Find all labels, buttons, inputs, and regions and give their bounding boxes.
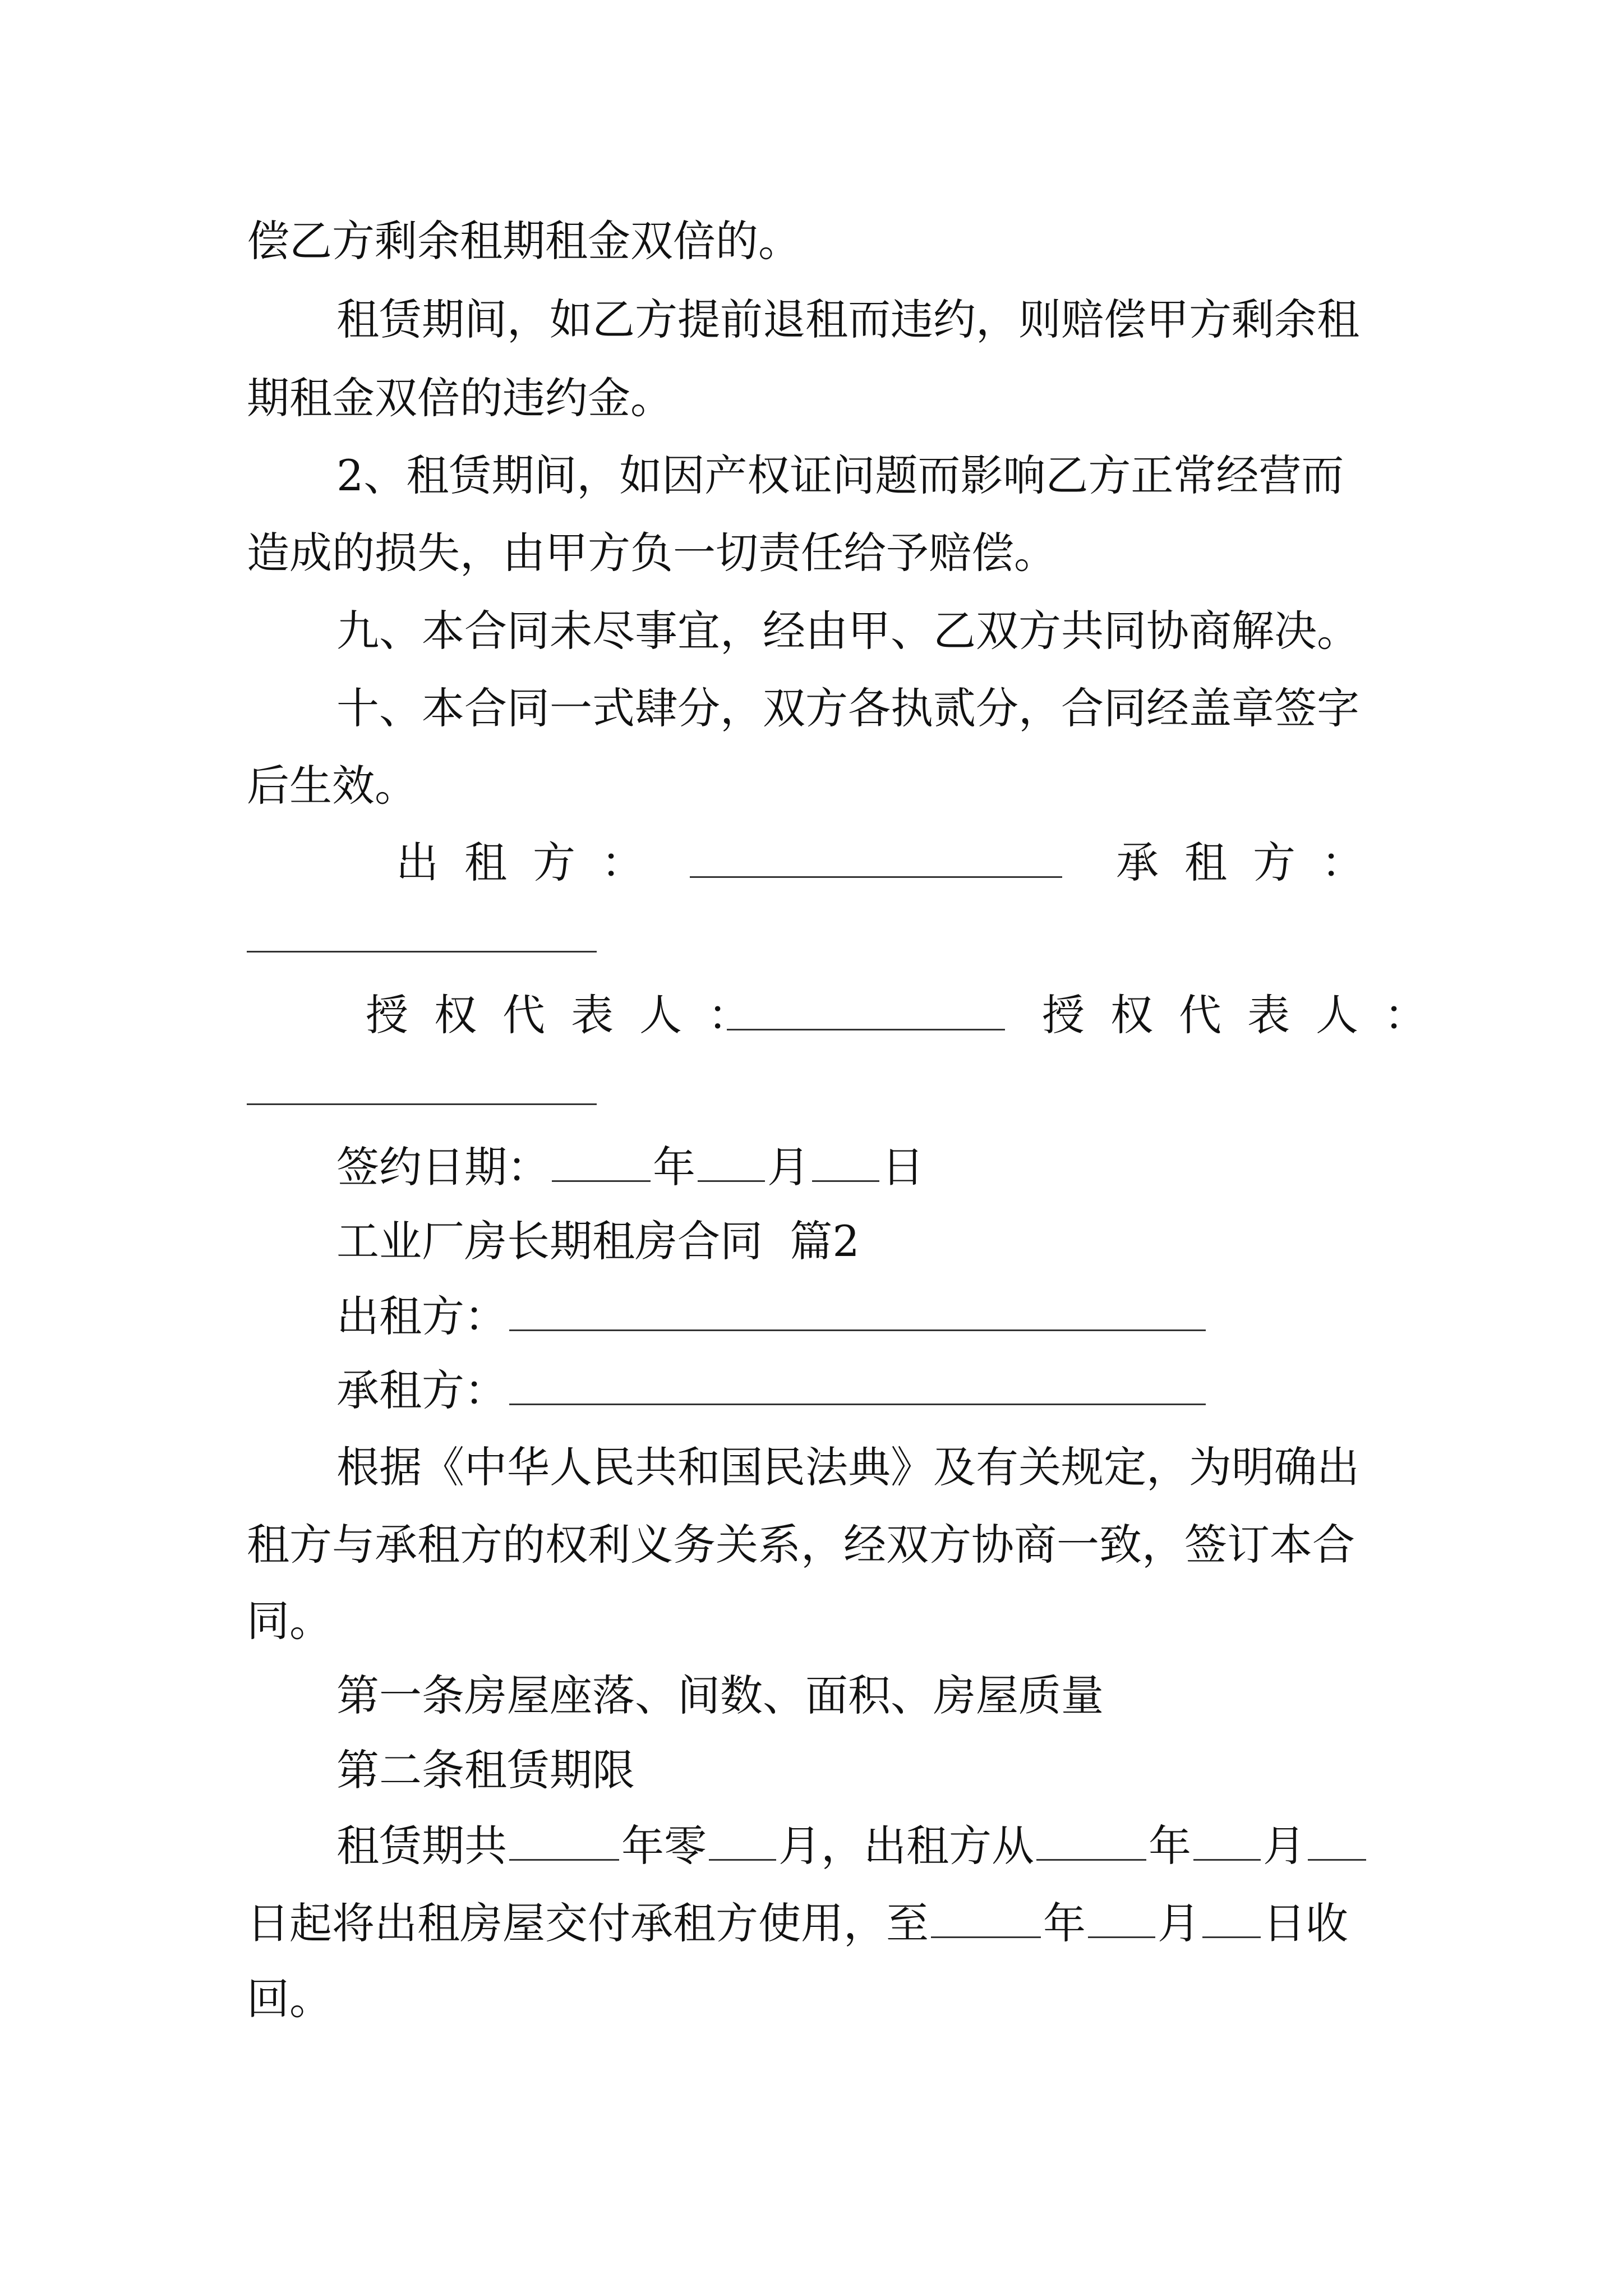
- blank-field: [709, 1824, 776, 1861]
- year-unit: 年: [653, 1142, 695, 1192]
- paragraph-line: 后生效。: [247, 761, 417, 811]
- blank-field: [1308, 1824, 1366, 1861]
- blank-field: [509, 1369, 1206, 1405]
- lessor-label-2: 出租方：: [336, 1291, 507, 1341]
- term-text: 月，出租方从: [778, 1821, 1034, 1871]
- lessee-label-2: 承租方：: [336, 1365, 507, 1415]
- term-text: 年: [1043, 1898, 1086, 1948]
- blank-field: [1036, 1824, 1146, 1861]
- blank-field: [1193, 1824, 1261, 1861]
- blank-field: [1202, 1902, 1261, 1938]
- blank-field: [1088, 1902, 1155, 1938]
- blank-field: [509, 1295, 1206, 1331]
- blank-field: [698, 1145, 765, 1182]
- term-text: 月: [1158, 1898, 1200, 1948]
- term-text: 日收: [1263, 1898, 1348, 1948]
- lessor-line: [336, 1291, 1208, 1341]
- month-unit: 月: [767, 1142, 810, 1192]
- representative-signature-blank: [727, 1029, 1005, 1030]
- paragraph-line: 2、租赁期间，如因产权证问题而影响乙方正常经营而: [336, 450, 1344, 500]
- paragraph-line: 九、本合同未尽事宜，经由甲、乙双方共同协商解决。: [336, 606, 1359, 656]
- blank-field: [552, 1145, 651, 1182]
- term-text: 租赁期共: [336, 1821, 507, 1871]
- lessor-signature-blank: [690, 876, 1062, 878]
- blank-field: [812, 1145, 879, 1182]
- section-heading: 工业厂房长期租房合同 篇2: [336, 1216, 860, 1266]
- paragraph-line: 回。: [247, 1974, 332, 2024]
- term-text: 年: [1149, 1821, 1191, 1871]
- term-text: 年零: [621, 1821, 707, 1871]
- term-text: 月: [1263, 1821, 1306, 1871]
- paragraph-line: 根据《中华人民共和国民法典》及有关规定，为明确出: [336, 1442, 1359, 1492]
- term-text: 日起将出租房屋交付承租方使用，至: [247, 1898, 929, 1948]
- lessee-signature-blank: [247, 951, 597, 953]
- paragraph-line: 期租金双倍的违约金。: [247, 373, 673, 423]
- representative-signature-blank-2: [247, 1103, 597, 1105]
- term-line: [336, 1821, 1368, 1871]
- paragraph-line: 十、本合同一式肆分，双方各执贰分，合同经盖章签字: [336, 683, 1359, 733]
- term-line: [247, 1898, 1348, 1948]
- signing-date: [336, 1142, 924, 1192]
- lessee-line: [336, 1365, 1208, 1415]
- day-unit: 日: [882, 1142, 924, 1192]
- blank-field: [931, 1902, 1041, 1938]
- paragraph-line: 造成的损失，由甲方负一切责任给予赔偿。: [247, 528, 1057, 578]
- paragraph-line: 租赁期间，如乙方提前退租而违约，则赔偿甲方剩余租: [336, 295, 1359, 344]
- article-heading: 第二条租赁期限: [336, 1745, 635, 1795]
- paragraph-line: 偿乙方剩余租期租金双倍的。: [247, 216, 801, 266]
- lessor-label: 出租方：: [396, 838, 670, 887]
- signing-date-label: 签约日期：: [336, 1142, 550, 1192]
- blank-field: [509, 1824, 619, 1861]
- lessee-label: 承租方：: [1116, 838, 1390, 887]
- article-heading: 第一条房屋座落、间数、面积、房屋质量: [336, 1671, 1104, 1720]
- representative-label: 授权代表人：: [366, 990, 776, 1040]
- representative-label-2: 授权代表人：: [1042, 990, 1453, 1040]
- paragraph-line: 同。: [247, 1596, 332, 1646]
- paragraph-line: 租方与承租方的权利义务关系，经双方协商一致，签订本合: [247, 1520, 1355, 1570]
